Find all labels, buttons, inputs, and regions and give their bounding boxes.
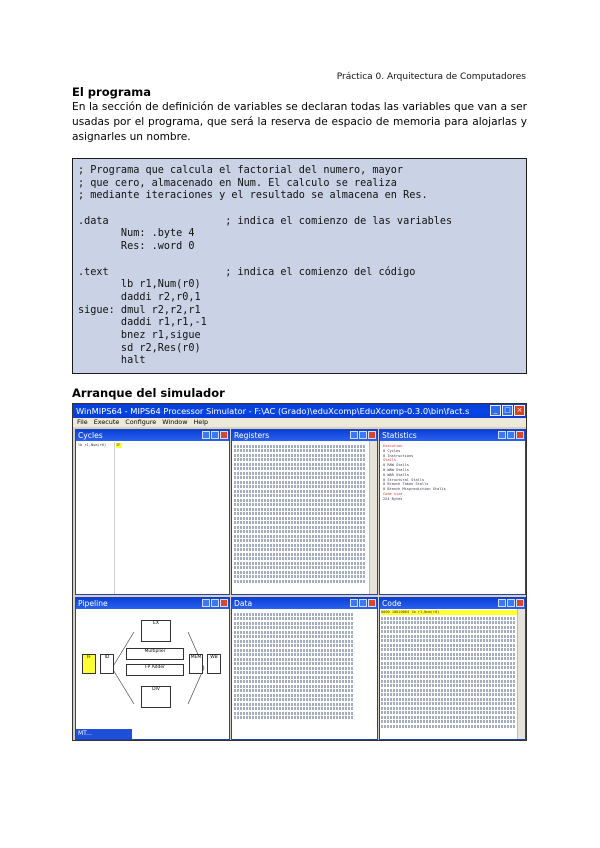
stage-mult: Multiplier <box>126 648 184 660</box>
texture-row <box>381 680 516 683</box>
texture-row <box>381 702 516 705</box>
data-min-button[interactable] <box>350 599 358 607</box>
texture-row <box>381 725 516 728</box>
texture-row <box>234 635 354 638</box>
statistics-max-button[interactable] <box>507 431 515 439</box>
texture-row <box>234 685 354 688</box>
stage-fpadd: FP Adder <box>126 664 184 676</box>
code-max-button[interactable] <box>507 599 515 607</box>
menu-window[interactable]: Window <box>162 418 188 426</box>
texture-row <box>234 671 354 674</box>
code-line: bnez r1,sigue <box>78 329 201 341</box>
texture-row <box>381 653 516 656</box>
registers-panel[interactable] <box>231 429 378 595</box>
cycles-panel[interactable] <box>75 429 230 595</box>
pipeline-max-button[interactable] <box>211 599 219 607</box>
pipeline-panel[interactable] <box>75 597 230 740</box>
texture-row <box>234 530 366 533</box>
statistics-line: 0 RAW Stalls <box>383 463 409 468</box>
texture-row <box>381 617 516 620</box>
code-min-button[interactable] <box>498 599 506 607</box>
code-list <box>381 615 516 729</box>
code-line: Num: .byte 4 <box>78 228 195 240</box>
registers-title: Registers <box>234 431 270 440</box>
stage-id: ID <box>100 654 114 674</box>
texture-row <box>234 526 366 529</box>
registers-scrollbar[interactable] <box>369 441 377 594</box>
texture-row <box>234 698 354 701</box>
code-line: daddi r1,r1,-1 <box>78 317 207 329</box>
cycles-close-button[interactable] <box>220 431 228 439</box>
statistics-line: 0 Cycles <box>383 448 401 453</box>
code-line: daddi r2,r0,1 <box>78 291 201 303</box>
code-line: lb r1,Num(r0) <box>78 279 201 291</box>
close-button[interactable]: × <box>514 405 525 416</box>
code-line: Res: .word 0 <box>78 241 195 253</box>
texture-row <box>381 684 516 687</box>
code-line: ; que cero, almacenado en Num. El calculo se realiza <box>78 177 397 189</box>
simulator-window <box>72 403 527 741</box>
registers-list <box>234 443 366 584</box>
statistics-line: Stalls <box>383 458 396 463</box>
registers-max-button[interactable] <box>359 431 367 439</box>
stage-wb: WB <box>207 654 221 674</box>
texture-row <box>381 707 516 710</box>
pipeline-min-button[interactable] <box>202 599 210 607</box>
texture-row <box>381 675 516 678</box>
menu-configure[interactable]: Configure <box>125 418 157 426</box>
texture-row <box>234 467 366 470</box>
data-title: Data <box>234 599 253 608</box>
texture-row <box>381 666 516 669</box>
texture-row <box>234 689 354 692</box>
data-panel[interactable] <box>231 597 378 740</box>
code-line: ; Programa que calcula el factorial del numero, mayor <box>78 165 404 176</box>
texture-row <box>381 626 516 629</box>
texture-row <box>234 644 354 647</box>
minimized-window-button[interactable]: MT... <box>76 729 132 739</box>
statistics-list <box>383 444 446 502</box>
statistics-line: 0 Branch Misprediction Stalls <box>383 487 446 492</box>
texture-row <box>234 626 354 629</box>
texture-row <box>234 707 354 710</box>
texture-row <box>381 720 516 723</box>
texture-row <box>234 449 366 452</box>
texture-row <box>234 548 366 551</box>
texture-row <box>234 503 366 506</box>
texture-row <box>381 711 516 714</box>
pipeline-title: Pipeline <box>78 599 108 608</box>
stage-if: IF <box>82 654 96 674</box>
code-close-button[interactable] <box>516 599 524 607</box>
code-line <box>78 254 526 267</box>
data-max-button[interactable] <box>359 599 367 607</box>
stage-div: DIV <box>141 686 171 708</box>
menu-execute[interactable]: Execute <box>93 418 120 426</box>
texture-row <box>234 535 366 538</box>
pipeline-close-button[interactable] <box>220 599 228 607</box>
texture-row <box>381 644 516 647</box>
texture-row <box>234 485 366 488</box>
stage-ex: EX <box>141 620 171 642</box>
section-title-simulator: Arranque del simulador <box>72 386 225 400</box>
texture-row <box>234 676 354 679</box>
data-list <box>234 611 354 721</box>
registers-close-button[interactable] <box>368 431 376 439</box>
texture-row <box>234 617 354 620</box>
texture-row <box>234 476 366 479</box>
texture-row <box>234 494 366 497</box>
minimize-button[interactable]: _ <box>490 405 501 416</box>
texture-row <box>234 613 354 616</box>
texture-row <box>234 716 354 719</box>
texture-row <box>234 622 354 625</box>
texture-row <box>381 698 516 701</box>
texture-row <box>234 631 354 634</box>
statistics-line: 0 Instructions <box>383 453 414 458</box>
texture-row <box>381 639 516 642</box>
statistics-line: 0 Branch Taken Stalls <box>383 482 429 487</box>
code-line: .data ; indica el comienzo de las variables <box>78 215 453 227</box>
texture-row <box>234 472 366 475</box>
simulator-title: WinMIPS64 - MIPS64 Processor Simulator - F:\AC (Grado)\eduXcomp\EduXcomp-0.3.0\bin\fact.s <box>76 406 470 416</box>
texture-row <box>234 557 366 560</box>
texture-row <box>234 521 366 524</box>
texture-row <box>381 648 516 651</box>
intro-paragraph: En la sección de definición de variables se declaran todas las variables que van a ser usadas por el programa, que será la reserva de espacio de memoria para alojarlas y asignarles un nombre. <box>72 101 527 143</box>
statistics-panel[interactable] <box>379 429 526 595</box>
code-line: ; mediante iteraciones y el resultado se almacena en Res. <box>78 190 428 202</box>
texture-row <box>234 571 366 574</box>
texture-row <box>381 657 516 660</box>
maximize-button[interactable]: □ <box>502 405 513 416</box>
statistics-line: 0 WAW Stalls <box>383 467 409 472</box>
statistics-min-button[interactable] <box>498 431 506 439</box>
cycles-max-button[interactable] <box>211 431 219 439</box>
statistics-line: 224 Bytes <box>383 496 403 501</box>
texture-row <box>234 544 366 547</box>
texture-row <box>234 703 354 706</box>
page-header-ref: Práctica 0. Arquitectura de Computadores <box>336 72 526 82</box>
code-scrollbar[interactable] <box>517 609 525 739</box>
texture-row <box>234 649 354 652</box>
registers-min-button[interactable] <box>350 431 358 439</box>
texture-row <box>234 712 354 715</box>
code-line <box>78 203 526 216</box>
cycles-min-button[interactable] <box>202 431 210 439</box>
texture-row <box>234 694 354 697</box>
cycles-title: Cycles <box>78 431 103 440</box>
simulator-titlebar <box>73 404 526 418</box>
menu-help[interactable]: Help <box>193 418 209 426</box>
texture-row <box>234 517 366 520</box>
texture-row <box>234 508 366 511</box>
texture-row <box>234 562 366 565</box>
texture-row <box>234 490 366 493</box>
texture-row <box>234 445 366 448</box>
code-line: halt <box>78 355 146 367</box>
texture-row <box>234 481 366 484</box>
texture-row <box>381 621 516 624</box>
code-title: Code <box>382 599 402 608</box>
texture-row <box>234 539 366 542</box>
statistics-title: Statistics <box>382 431 417 440</box>
statistics-line: Code size <box>383 491 403 496</box>
data-close-button[interactable] <box>368 599 376 607</box>
texture-row <box>381 662 516 665</box>
texture-row <box>234 499 366 502</box>
texture-row <box>234 680 354 683</box>
menubar <box>73 418 526 427</box>
texture-row <box>234 458 366 461</box>
code-line: sd r2,Res(r0) <box>78 342 201 354</box>
code-listing <box>72 158 527 374</box>
texture-row <box>234 566 366 569</box>
texture-row <box>234 667 354 670</box>
texture-row <box>381 689 516 692</box>
texture-row <box>234 575 366 578</box>
texture-row <box>234 653 354 656</box>
statistics-line: 0 Structural Stalls <box>383 477 425 482</box>
texture-row <box>234 640 354 643</box>
code-current-line: 0000 10010004 lb r1,Num(r0) <box>381 610 520 615</box>
code-line: sigue: dmul r2,r2,r1 <box>78 304 201 316</box>
texture-row <box>234 658 354 661</box>
texture-row <box>381 716 516 719</box>
texture-row <box>234 454 366 457</box>
stage-mem: MEM <box>189 654 203 674</box>
code-panel[interactable] <box>379 597 526 740</box>
statistics-line: Execution <box>383 444 403 448</box>
texture-row <box>234 553 366 556</box>
texture-row <box>234 463 366 466</box>
statistics-line: 0 WAR Stalls <box>383 472 409 477</box>
code-line: .text ; indica el comienzo del código <box>78 266 416 278</box>
section-title-program: El programa <box>72 85 152 99</box>
texture-row <box>381 671 516 674</box>
texture-row <box>381 693 516 696</box>
texture-row <box>381 630 516 633</box>
texture-row <box>381 635 516 638</box>
texture-row <box>234 580 366 583</box>
statistics-close-button[interactable] <box>516 431 524 439</box>
menu-file[interactable]: File <box>77 418 88 426</box>
texture-row <box>234 512 366 515</box>
cycles-instruction: lb r1,Num(r0) <box>78 443 107 447</box>
cycles-stage: IF <box>116 443 121 447</box>
texture-row <box>234 662 354 665</box>
